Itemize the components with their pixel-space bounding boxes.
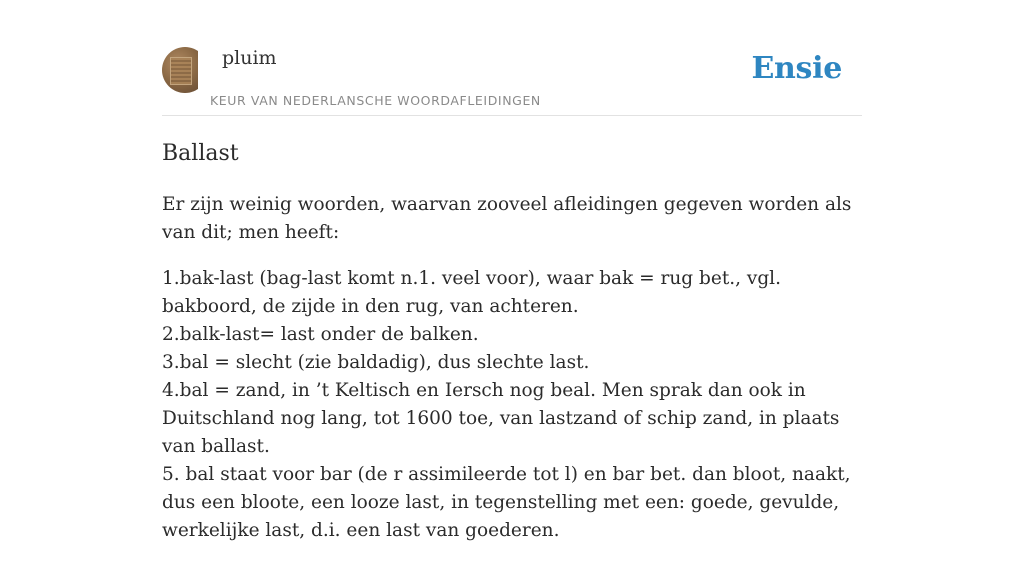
definition-item: 4.bal = zand, in ’t Keltisch en Iersch nog beal. Men sprak dan ook in Duitschland nog lang, tot 1600 toe, van lastzand of schip zand, in plaats van ballast.: [162, 380, 840, 457]
page-header: [162, 0, 862, 116]
definition-item: 2.balk-last= last onder de balken.: [162, 324, 479, 345]
definition-item: 1.bak-last (bag-last komt n.1. veel voor), waar bak = rug bet., vgl. bakboord, de zijde in den rug, van achteren.: [162, 268, 781, 317]
definition-item: 3.bal = slecht (zie baldadig), dus slechte last.: [162, 352, 590, 373]
definition-list: [162, 265, 862, 545]
intro-paragraph: Er zijn weinig woorden, waarvan zooveel afleidingen gegeven worden als van dit; men heeft:: [162, 194, 852, 243]
book-plate-icon: [170, 57, 192, 85]
avatar[interactable]: [162, 47, 208, 93]
article-body: [162, 139, 862, 563]
source-title[interactable]: KEUR VAN NEDERLANSCHE WOORDAFLEIDINGEN: [210, 93, 541, 108]
page-title: Ballast: [162, 141, 239, 166]
definition-item: 5. bal staat voor bar (de r assimileerde tot l) en bar bet. dan bloot, naakt, dus een bloote, een looze last, in tegenstelling met een: goede, gevulde, werkelijke last, d.i. een last van goederen.: [162, 464, 851, 541]
brand-logo[interactable]: Ensie: [751, 51, 842, 86]
author-name[interactable]: pluim: [222, 47, 277, 69]
